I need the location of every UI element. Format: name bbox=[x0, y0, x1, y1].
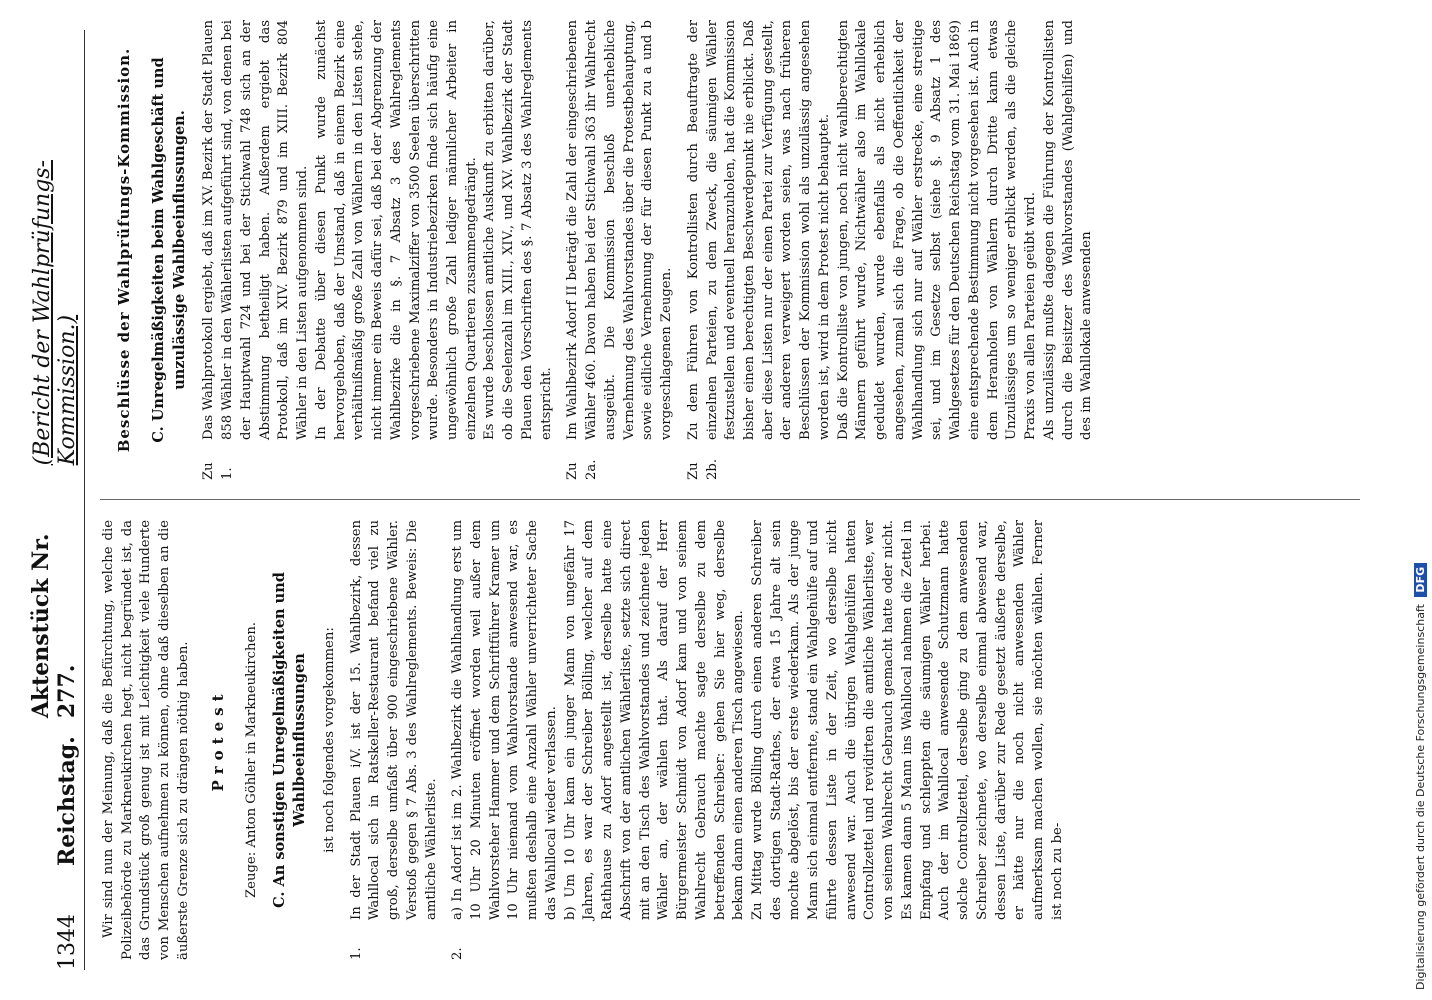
zu1b-text: In der Debatte über diesen Punkt wurde zunächst hervorgehoben, daß der Umstand, daß in einem Bezirk eine verhältnißmäßig große Zahl von Wählern in den Listen stehe, nicht immer ein Beweis dafür sei, daß bei der Abgrenzung der Wahlbezirke die in §. 7 Absatz 3 des Wahlreglements vorgeschriebene Maximalziffer von 3500 Seelen überschritten wurde. Besonders in Industriebezirken finde sich häufig eine ungewöhnlich große Zahl lediger männlicher Arbeiter in einzelnen Quartieren zusammengedrängt. bbox=[313, 20, 479, 440]
item-label: Zu 2b. bbox=[685, 458, 720, 480]
item-2a: a) In Adorf ist im 2. Wahlbezirk die Wahlhandlung erst um 10 Uhr 20 Minuten eröffnet worden weil außer dem Wahlvorsteher Hammer und dem Schriftführer Kramer um 10 Uhr niemand vom Wahlvorstande anwesend war, es mußten deshalb eine Anzahl Wähler unverrichteter Sache das Wahllocal wieder verlassen. bbox=[450, 520, 559, 920]
item-text bbox=[449, 520, 1067, 920]
section-c-sub: ist noch folgendes vorgekommen: bbox=[321, 627, 337, 853]
page-number: 1344 bbox=[55, 914, 80, 970]
right-column bbox=[100, 20, 1360, 480]
section-c-right-heading: C. Unregelmäßigkeiten beim Wahlgeschäft und unzulässige Wahlbeeinflussungen. bbox=[150, 57, 188, 443]
item-2c: Zu Mittag wurde Bölling durch einen anderen Schreiber des dortigen Stadt-Rathes, der etwa 15 Jahre alt sein mochte abgelöst, bis der erste wiederkam. Als der junge Mann sich einmal entfernte, stand ein Wahlgehülfe auf und führte dessen Liste in der Zeit, wo derselbe nicht anwesend war. Auch die übrigen Wahlgehülfen hatten Controllzettel und revidirten die amtliche Wählerliste, wer von seinem Wahlrecht Gebrauch gemacht hatte oder nicht. Es kamen dann 5 Mann ins Wahllocal nahmen die Zettel in Empfang und schleppten die säumigen Wähler herbei. Auch der im Wahllocal anwesende Schutzmann hatte solche Controllzettel, derselbe ging zu dem anwesenden Schreiber zeichnete, wo derselbe einmal abwesend war, dessen Liste, darüber zur Rede gesetzt äußerte derselbe, er hätte nur die noch nicht anwesenden Wähler aufmerksam machen wollen, sie möchten wählen. Ferner ist noch zu be- bbox=[750, 520, 1065, 920]
zu2b-text: Zu dem Führen von Kontrollisten durch Beauftragte der einzelnen Parteien, zu dem Zweck, die säumigen Wähler festzustellen und eventuell heranzuholen, hat die Kommission bisher einen berechtigten Beschwerdepunkt nie erblickt. Daß aber diese Listen nur der einen Partei zur Verfügung gestellt, der anderen verweigert worden seien, was nach früheren Beschlüssen der Kommission wohl als unzulässig angesehen worden ist, wird in dem Protest nicht behauptet. bbox=[685, 20, 832, 440]
commission-title: Beschlüsse der Wahlprüfungs-Kommission. bbox=[115, 47, 133, 453]
zu1-text: Das Wahlprotokoll ergiebt, daß im XV. Bezirk der Stadt Plauen 858 Wähler in den Wählerlisten aufgeführt sind, von denen bei der Hauptwahl 724 und bei der Stichwahl 748 sich an der Abstimmung betheiligt haben. Außerdem ergiebt das Protokoll, daß im XIV. Bezirk 879 und im XIII. Bezirk 804 Wähler in den Listen aufgenommen sind. bbox=[201, 20, 311, 440]
item-label: 1. bbox=[348, 947, 364, 960]
list-item bbox=[564, 20, 676, 480]
section-c-heading: C. An sonstigen Unregelmäßigkeiten und Wahlbeeinflussungen bbox=[270, 572, 309, 908]
left-column bbox=[100, 520, 1360, 960]
protest-title: Protest bbox=[208, 688, 227, 792]
item-label: Zu 2a. bbox=[565, 459, 600, 480]
page-header bbox=[28, 30, 85, 970]
header-title: Aktenstück Nr. 277. bbox=[28, 533, 80, 719]
header-left: Reichstag. bbox=[54, 736, 80, 867]
intro-paragraph: Wir sind nun der Meinung, daß die Befürchtung, welche die Polizeibehörde zu Markneukirchen hegt, nicht begründet ist, da das Grundstück groß genug ist mit Leichtigkeit viele Hunderte von Menschen aufnehmen zu können, ohne daß dieselben an die äußerste Grenze sich zu drängen nöthig haben. bbox=[101, 520, 191, 960]
item-text bbox=[685, 20, 1097, 440]
witness-line: Zeuge: Anton Göhler in Markneukirchen. bbox=[243, 621, 259, 898]
dfg-credit-strip bbox=[1412, 0, 1432, 1000]
list-item bbox=[449, 520, 1067, 960]
list-item bbox=[685, 20, 1097, 480]
dfg-logo: DFG bbox=[1414, 563, 1427, 597]
zu1c-text: Es wurde beschlossen amtliche Auskunft zu erbitten darüber, ob die Seelenzahl im XIII., XIV., und XV. Wahlbezirk der Stadt Plauen den Vorschriften des §. 7 Absatz 3 des Wahlreglements entspricht. bbox=[482, 20, 554, 440]
zu2b-3-text: Als unzulässig mußte dagegen die Führung der Kontrollisten durch die Beisitzer des Wahlvorstandes (Wahlgehilfen) und des im Wahllokale anwesenden bbox=[1041, 20, 1095, 440]
item-text: In der Stadt Plauen i/V. ist der 15. Wahlbezirk, dessen Wahllocal sich in Ratskeller-Restaurant befand viel zu groß, derselbe umfaßt über 900 eingeschriebene Wähler. Verstoß gegen § 7 Abs. 3 des Wahlreglements. Beweis: Die amtliche Wählerliste. bbox=[348, 520, 439, 920]
credit-text: Digitalisierung gefördert durch die Deutsche Forschungsgemeinschaft bbox=[1414, 604, 1427, 990]
header-subtitle: (Bericht der Wahlprüfungs-Kommission.) bbox=[30, 159, 80, 466]
list-item bbox=[348, 520, 442, 960]
item-label: Zu 1. bbox=[201, 462, 236, 480]
item-2b: b) Um 10 Uhr kam ein junger Mann von ungefähr 17 Jahren, es war der Schreiber Bölling, welcher auf dem Rathhause zu Adorf angestellt ist, derselbe hatte eine Abschrift von der amtlichen Wählerliste, setzte sich direct mit an den Tisch des Wahlvorstandes und zeichnete jeden Wähler an, der wählen that. Als darauf der Herr Bürgermeister Schmidt von Adorf kam und von seinem Wahlrecht Gebrauch machte sagte derselbe zu dem betreffenden Schreiber: gehen Sie hier weg, derselbe bekam dann einen anderen Tisch angewiesen. bbox=[562, 520, 747, 920]
item-text: Im Wahlbezirk Adorf II beträgt die Zahl der eingeschriebenen Wähler 460. Davon haben bei der Stichwahl 363 ihr Wahlrecht ausgeübt. Die Kommission beschloß unerhebliche Vernehmung des Wahlvorstandes über die Protestbehauptung, sowie eidliche Vernehmung der für diesen Punkt zu a und b vorgeschlagenen Zeugen. bbox=[565, 20, 675, 440]
item-text bbox=[200, 20, 556, 440]
list-item bbox=[200, 20, 556, 480]
dfg-credit bbox=[1414, 563, 1427, 990]
zu2b-2-text: Daß die Kontrolliste von jungen, noch nicht wahlberechtigten Männern geführt wurde, Nichtwähler also im Wahllokale geduldet wurden, wurde ebenfalls als nicht erheblich angesehen, zumal sich die Frage, ob die Oeffentlichkeit der Wahlhandlung sich nur auf Wähler erstrecke, eine streitige sei, und im Gesetze selbst (siehe §. 9 Absatz 1 des Wahlgesetzes für den Deutschen Reichstag vom 31. Mai 1869) eine entsprechende Bestimmung nicht vorgesehen ist. Auch in dem Heranholen von Wählern durch Dritte kann etwas Unzulässiges um so weniger erblickt werden, als die gleiche Praxis von allen Parteien geübt wird. bbox=[835, 20, 1039, 440]
item-label: 2. bbox=[450, 947, 466, 960]
column-divider bbox=[100, 499, 1360, 500]
